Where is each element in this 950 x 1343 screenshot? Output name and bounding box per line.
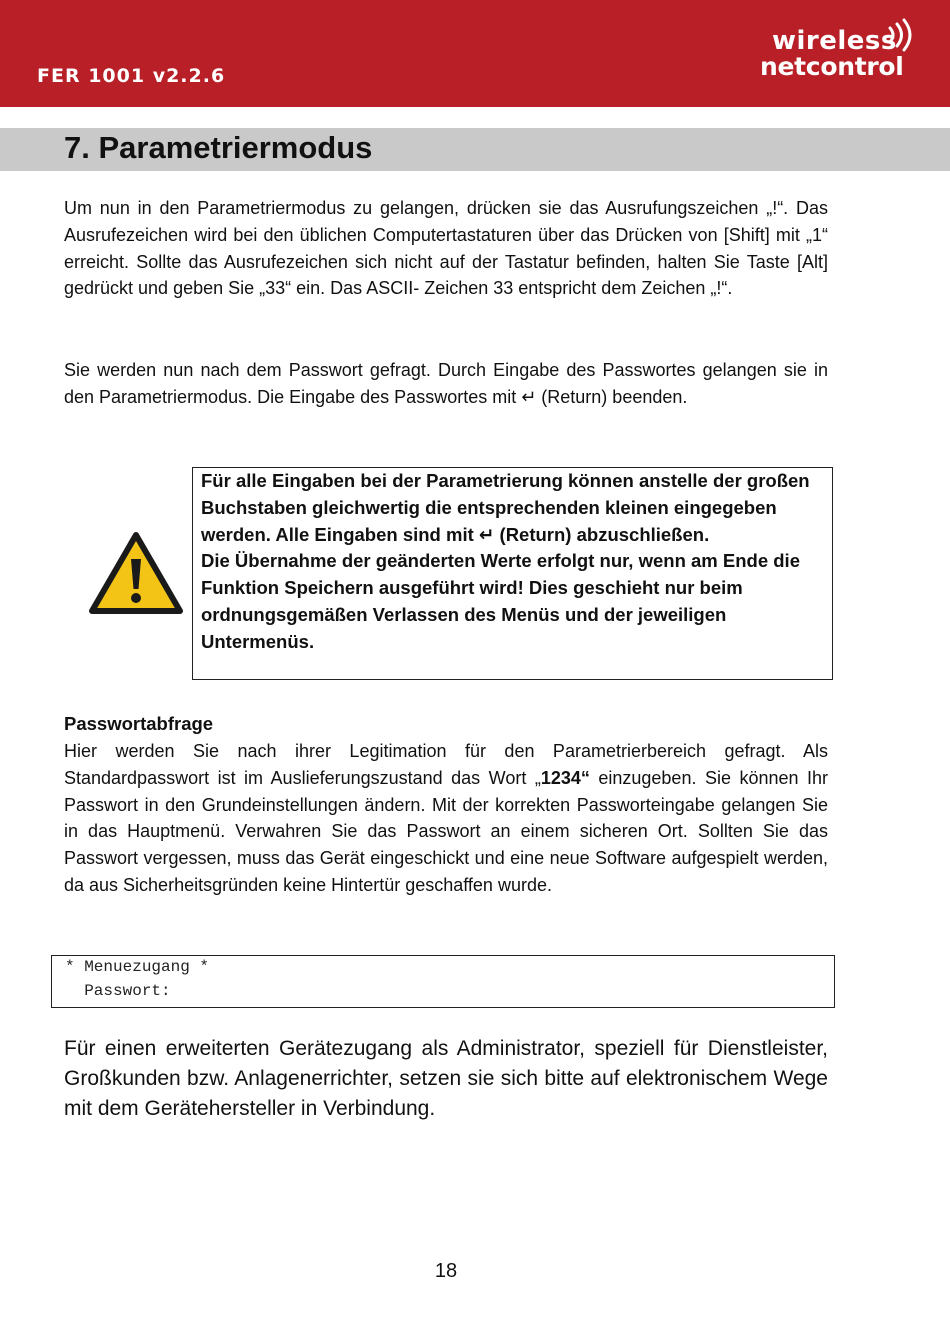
terminal-output-box	[51, 955, 835, 1008]
notice-box	[192, 467, 833, 680]
notice-text-saving: Die Übernahme der geänderten Werte erfolgt nur, wenn am Ende die Funktion Speichern ausgeführt wird! Dies geschieht nur beim ordnungsgemäßen Verlassen des Menüs und der jeweiligen Untermenüs.	[201, 550, 800, 652]
warning-triangle-icon	[88, 531, 184, 617]
page-number: 18	[434, 1260, 458, 1282]
admin-access-paragraph: Für einen erweiterten Gerätezugang als Administrator, speziell für Dienstleister, Großkunden bzw. Anlagenerrichter, setzen sie sich bitte auf elektronischem Wege mit dem Gerätehersteller in Verbindung.	[64, 1037, 828, 1120]
password-text-after: einzugeben. Sie können Ihr Passwort in den Grundeinstellungen ändern. Mit der korrekten Passworteingabe gelangen Sie in das Hauptmenü. Verwahren Sie das Passwort an einem sicheren Ort. Sollten Sie das Passwort vergessen, muss das Gerät eingeschickt und eine neue Software aufgespielt werden, da aus Sicherheitsgründen keine Hintertür geschaffen wurde.	[64, 767, 828, 895]
logo-text-bottom: netcontrol	[760, 52, 904, 81]
terminal-line-password: Passwort:	[65, 982, 171, 1000]
logo-text-top: wireless	[772, 26, 897, 56]
wireless-netcontrol-logo	[758, 16, 918, 86]
password-section-heading: Passwortabfrage	[64, 713, 214, 734]
section-title: 7. Parametriermodus	[64, 130, 373, 165]
password-section-paragraph	[64, 738, 828, 899]
page-header	[0, 0, 950, 107]
password-prompt-paragraph: Sie werden nun nach dem Passwort gefragt. Durch Eingabe des Passwortes gelangen sie in den Parametriermodus. Die Eingabe des Passwortes mit ↵ (Return) beenden.	[64, 360, 828, 407]
document-version: FER 1001 v2.2.6	[37, 65, 226, 87]
signal-waves-icon	[886, 18, 916, 52]
default-password: 1234“	[540, 767, 590, 788]
terminal-line-menu-access: * Menuezugang *	[65, 958, 210, 976]
notice-text-input-case: Für alle Eingaben bei der Parametrierung können anstelle der großen Buchstaben gleichwertig die entsprechenden kleinen eingegeben werden. Alle Eingaben sind mit ↵ (Return) abzuschließen.	[201, 470, 810, 545]
intro-paragraph: Um nun in den Parametriermodus zu gelangen, drücken sie das Ausrufungszeichen „!“. Das Ausrufezeichen wird bei den üblichen Computertastaturen über das Drücken von [Shift] mit „1“ erreicht. Sollte das Ausrufezeichen sich nicht auf der Tastatur befinden, halten Sie Taste [Alt] gedrückt und geben Sie „33“ ein. Das ASCII- Zeichen 33 entspricht dem Zeichen „!“.	[64, 198, 828, 299]
password-text-before: Hier werden Sie nach ihrer Legitimation für den Parametrierbereich gefragt. Als Standardpasswort ist im Auslieferungszustand das Wort „	[64, 741, 828, 788]
